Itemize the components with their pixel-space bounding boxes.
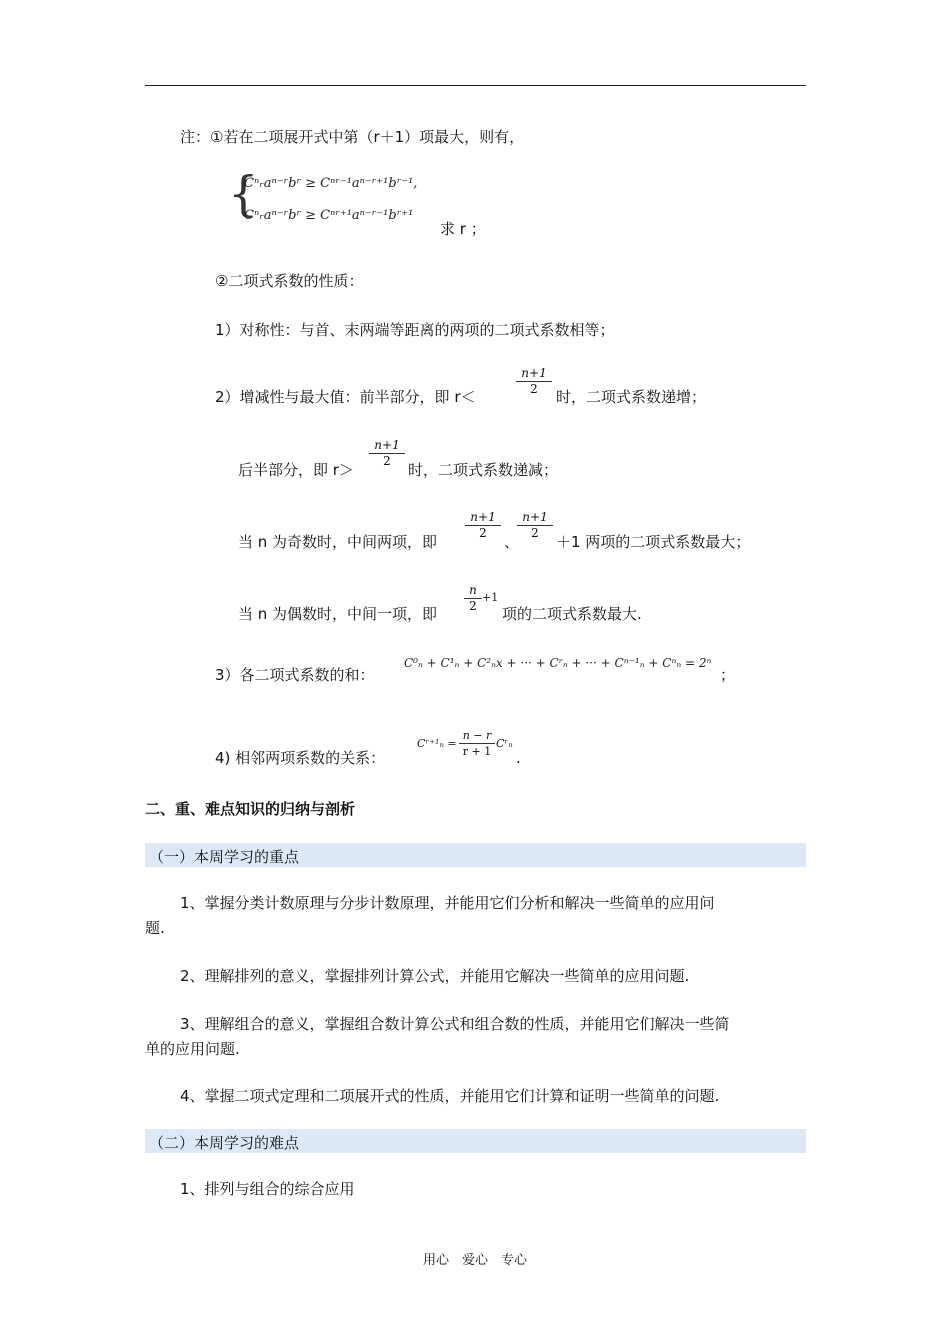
fraction-n-plus-1-over-2: n+1 2 [516,366,552,397]
key-points-heading: （一）本周学习的重点 [149,848,300,866]
inequality-1: Cⁿᵣaⁿ⁻ʳbʳ ≥ Cⁿʳ⁻¹aⁿ⁻ʳ⁺¹bʳ⁻¹, [244,176,418,191]
key-item-3-b: 单的应用问题. [145,1040,240,1058]
property-4-b: . [516,749,521,767]
property-2-f: 、 [504,533,520,551]
inequality-2: Cⁿᵣaⁿ⁻ʳbʳ ≥ Cⁿʳ⁺¹aⁿ⁻ʳ⁻¹bʳ⁺¹ [244,208,414,223]
key-points-band [145,843,806,867]
page-footer: 用心 爱心 专心 [422,1253,527,1268]
key-item-4: 4、掌握二项式定理和二项展开式的性质，并能用它们计算和证明一些简单的问题. [180,1087,720,1105]
fraction-n-over-2: n 2 [464,583,482,614]
key-item-3-a: 3、理解组合的意义，掌握组合数计算公式和组合数的性质，并能用它们解决一些简 [180,1015,730,1033]
fraction-n-minus-r-over-r-plus-1: n − r r + 1 [459,728,495,759]
property-2-e: 当 n 为奇数时，中间两项，即 [238,533,438,551]
property-2-b: 时，二项式系数递增； [556,388,707,406]
difficult-points-band [145,1129,806,1153]
property-2-a: 2）增减性与最大值：前半部分，即 r＜ [215,388,476,406]
difficult-points-heading: （二）本周学习的难点 [149,1134,300,1152]
plus-one: +1 [482,591,499,604]
difficult-item-1: 1、排列与组合的综合应用 [180,1180,355,1198]
property-2-c: 后半部分，即 r＞ [238,461,354,479]
property-3-b: ； [720,666,736,684]
property-4-a: 4) 相邻两项系数的关系： [215,749,386,767]
fraction-n-plus-1-over-2: n+1 2 [517,510,553,541]
property-2-g: ＋1 两项的二项式系数最大； [556,533,751,551]
key-item-1-b: 题. [145,919,165,937]
property-3-a: 3）各二项式系数的和： [215,666,375,684]
section-2-title: 二、重、难点知识的归纳与剖析 [145,800,356,818]
header-rule [145,85,806,86]
binomial-sum-formula: C⁰ₙ + C¹ₙ + C²ₙx + ··· + Cʳₙ + ··· + Cⁿ⁻¹ₙ + Cⁿₙ = 2ⁿ [404,656,712,670]
key-item-1-a: 1、掌握分类计数原理与分步计数原理，并能用它们分析和解决一些简单的应用问 [180,894,715,912]
fraction-n-plus-1-over-2: n+1 2 [369,438,405,469]
note-line-1: 注：①若在二项展开式中第（r＋1）项最大，则有， [180,128,525,146]
key-item-2: 2、理解排列的意义，掌握排列计算公式，并能用它解决一些简单的应用问题. [180,967,690,985]
adjacent-lhs: Cʳ⁺¹ₙ = [417,737,457,750]
inequality-tail: 求 r ； [440,220,486,238]
property-2-i: 项的二项式系数最大. [502,605,642,623]
adjacent-rhs: Cʳₙ [496,737,513,750]
property-1: 1）对称性：与首、末两端等距离的两项的二项式系数相等； [215,321,615,339]
property-2-d: 时，二项式系数递减； [408,461,559,479]
property-2-h: 当 n 为偶数时，中间一项，即 [238,605,438,623]
left-brace-icon: { [228,166,259,222]
property-title: ②二项式系数的性质： [215,272,364,290]
fraction-n-plus-1-over-2: n+1 2 [465,510,501,541]
